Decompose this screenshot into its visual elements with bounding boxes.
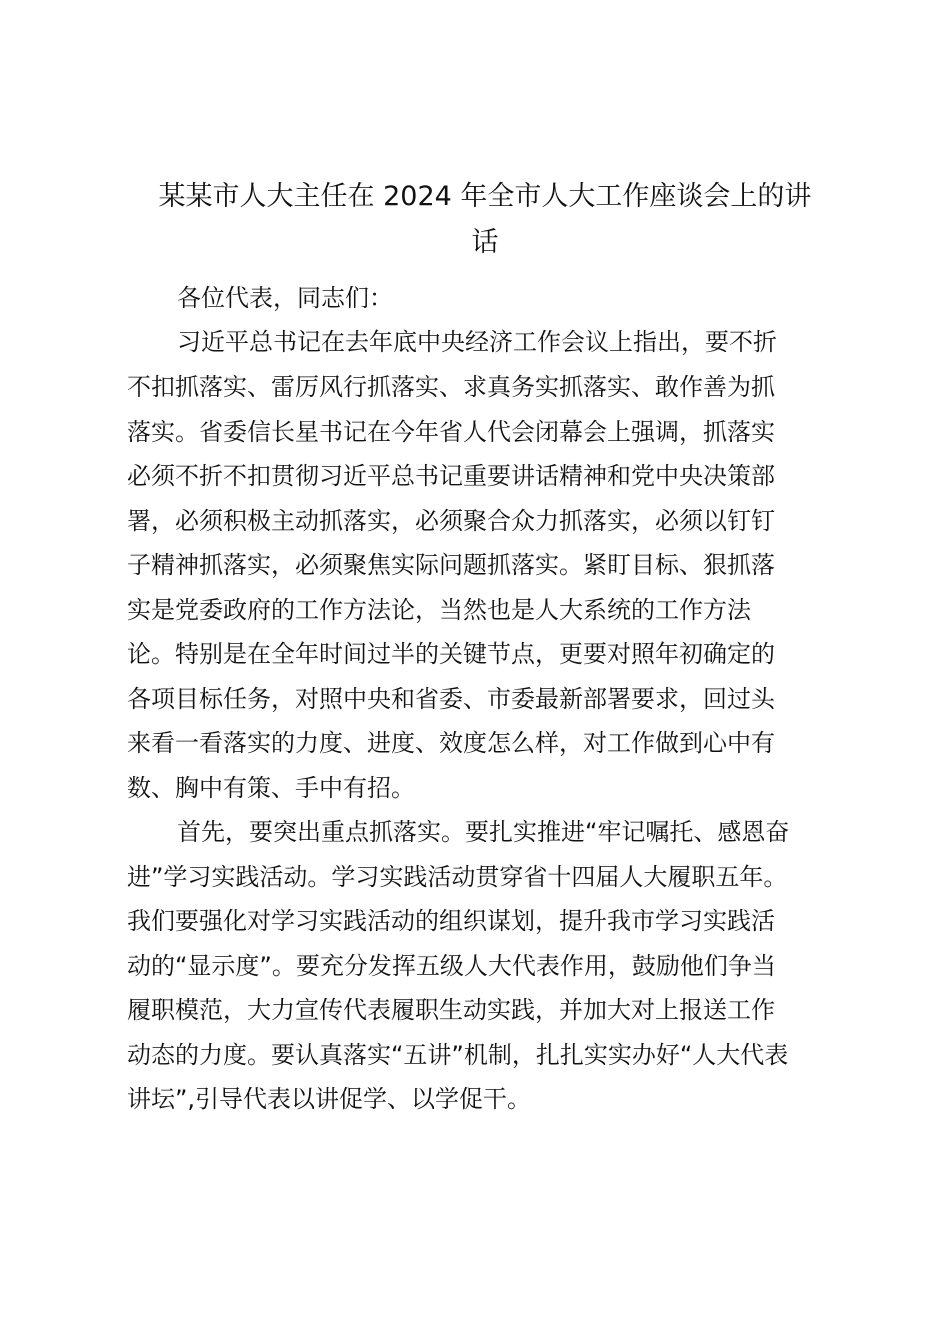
- paragraph1-line-4: 必须不折不扣贯彻习近平总书记重要讲话精神和党中央决策部: [127, 462, 775, 490]
- document-title: [120, 177, 850, 263]
- paragraph2-line-7: 讲坛”,引导代表以讲促学、以学促干。: [127, 1085, 532, 1113]
- paragraph2-line-3: 我们要强化对学习实践活动的组织谋划，提升我市学习实践活: [127, 907, 775, 935]
- salutation: 各位代表，同志们：: [177, 284, 393, 312]
- paragraph1-line-11: 数、胸中有策、手中有招。: [127, 774, 415, 802]
- paragraph2-line-4: 动的“显示度”。要充分发挥五级人大代表作用，鼓励他们争当: [127, 952, 776, 980]
- paragraph2-line-2: 进”学习实践活动。学习实践活动贯穿省十四届人大履职五年。: [127, 863, 788, 891]
- paragraph1-line-8: 论。特别是在全年时间过半的关键节点，更要对照年初确定的: [127, 640, 775, 668]
- paragraph1-line-1: 习近平总书记在去年底中央经济工作会议上指出，要不折: [177, 328, 777, 356]
- title-line-2: 话: [471, 227, 499, 258]
- paragraph2-line-6: 动态的力度。要认真落实“五讲”机制，扎扎实实办好“人大代表: [127, 1041, 789, 1069]
- title-line-1: 某某市人大主任在 2024 年全市人大工作座谈会上的讲: [158, 181, 812, 212]
- paragraph2-line-5: 履职模范，大力宣传代表履职生动实践，并加大对上报送工作: [127, 996, 775, 1024]
- paragraph1-line-5: 署，必须积极主动抓落实，必须聚合众力抓落实，必须以钉钉: [127, 507, 775, 535]
- paragraph1-line-9: 各项目标任务，对照中央和省委、市委最新部署要求，回过头: [127, 685, 775, 713]
- paragraph1-line-7: 实是党委政府的工作方法论，当然也是人大系统的工作方法: [127, 596, 751, 624]
- paragraph1-line-3: 落实。省委信长星书记在今年省人代会闭幕会上强调，抓落实: [127, 418, 775, 446]
- paragraph1-line-10: 来看一看落实的力度、进度、效度怎么样，对工作做到心中有: [127, 729, 775, 757]
- paragraph1-line-2: 不扣抓落实、雷厉风行抓落实、求真务实抓落实、敢作善为抓: [127, 373, 775, 401]
- paragraph2-line-1: 首先，要突出重点抓落实。要扎实推进“牢记嘱托、感恩奋: [177, 818, 790, 846]
- paragraph1-line-6: 子精神抓落实，必须聚焦实际问题抓落实。紧盯目标、狠抓落: [127, 551, 775, 579]
